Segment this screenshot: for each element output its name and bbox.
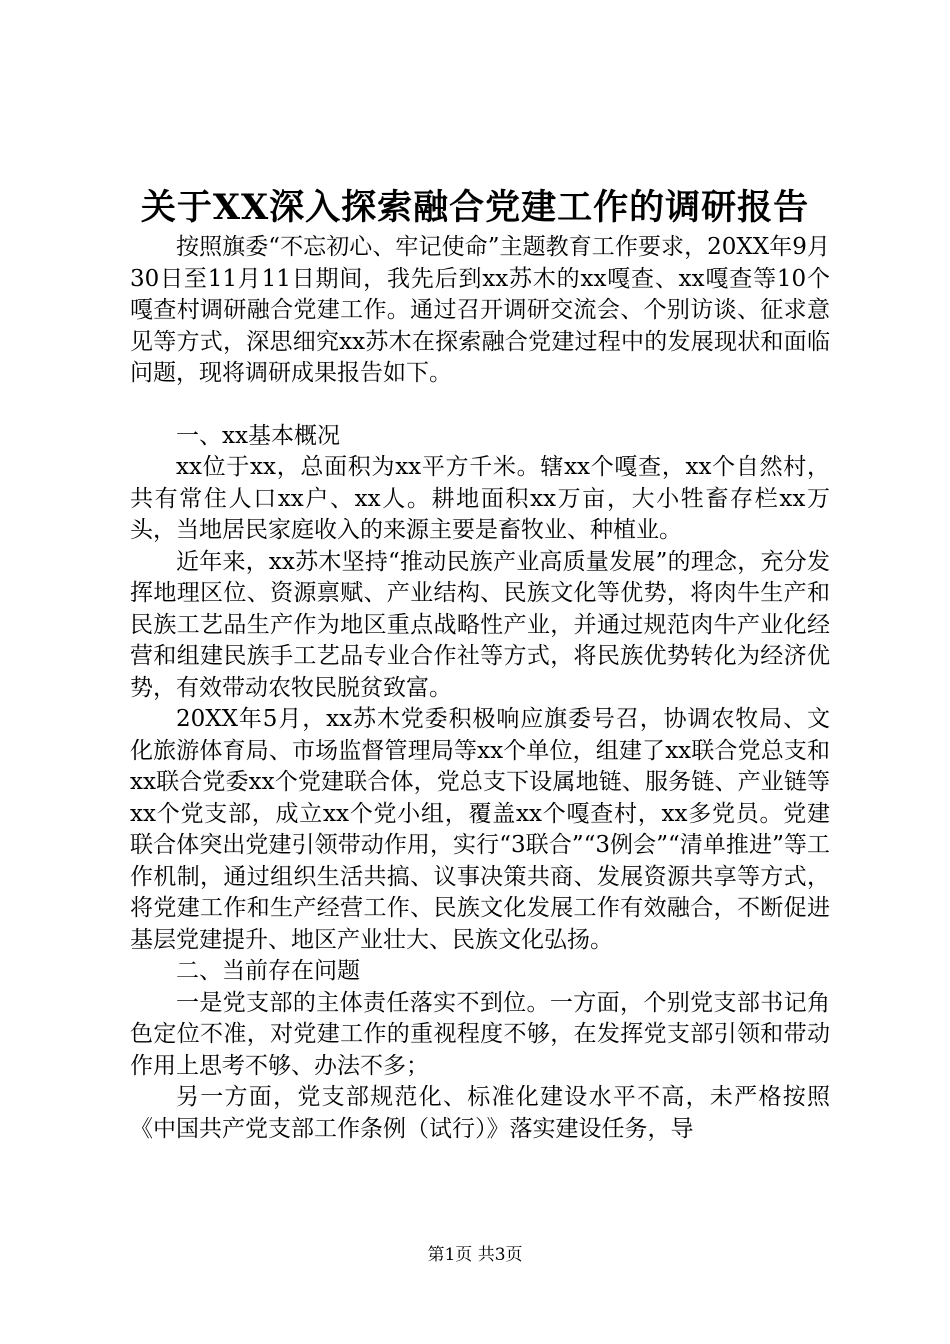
document-title: 关于XX深入探索融合党建工作的调研报告 (140, 187, 810, 228)
section-heading-overview: 一、xx基本概况 (176, 422, 340, 449)
body-paragraph: 20XX年5月，xx苏木党委积极响应旗委号召，协调农牧局、文化旅游体育局、市场监督管理局等xx个单位，组建了xx联合党总支和xx联合党委xx个党建联合体，党总支下设属地链、服务链、产业链等xx个党支部，成立xx个党小组，覆盖xx个嘎查村，xx多党员。党建联合体突出党建引领带动作用，实行“3联合”“3例会”“清单推进”等工作机制，通过组织生活共搞、议事决策共商、发展资源共享等方式，将党建工作和生产经营工作、民族文化发展工作有效融合，不断促进基层党建提升、地区产业壮大、民族文化弘扬。 (130, 706, 830, 953)
intro-paragraph: 按照旗委“不忘初心、牢记使命”主题教育工作要求，20XX年9月30日至11月11日期间，我先后到xx苏木的xx嘎查、xx嘎查等10个嘎查村调研融合党建工作。通过召开调研交流会、个别访谈、征求意见等方式，深思细究xx苏木在探索融合党建过程中的发展现状和面临问题，现将调研成果报告如下。 (130, 234, 830, 386)
body-paragraph: xx位于xx，总面积为xx平方千米。辖xx个嘎查，xx个自然村，共有常住人口xx户、xx人。耕地面积xx万亩，大小牲畜存栏xx万头，当地居民家庭收入的来源主要是畜牧业、种植业。 (130, 454, 830, 543)
body-paragraph: 一是党支部的主体责任落实不到位。一方面，个别党支部书记角色定位不准，对党建工作的重视程度不够，在发挥党支部引领和带动作用上思考不够、办法不多； (130, 989, 830, 1079)
body-paragraph: 另一方面，党支部规范化、标准化建设水平不高，未严格按照《中国共产党支部工作条例（试行）》落实建设任务，导 (130, 1084, 830, 1142)
section-heading-problems: 二、当前存在问题 (176, 958, 360, 984)
document-body (130, 232, 830, 1145)
body-paragraph: 近年来，xx苏木坚持“推动民族产业高质量发展”的理念，充分发挥地理区位、资源禀赋、产业结构、民族文化等优势，将肉牛生产和民族工艺品生产作为地区重点战略性产业，并通过规范肉牛产业化经营和组建民族手工艺品专业合作社等方式，将民族优势转化为经济优势，有效带动农牧民脱贫致富。 (130, 548, 830, 701)
page-number-footer: 第1页 共3页 (427, 1245, 523, 1265)
